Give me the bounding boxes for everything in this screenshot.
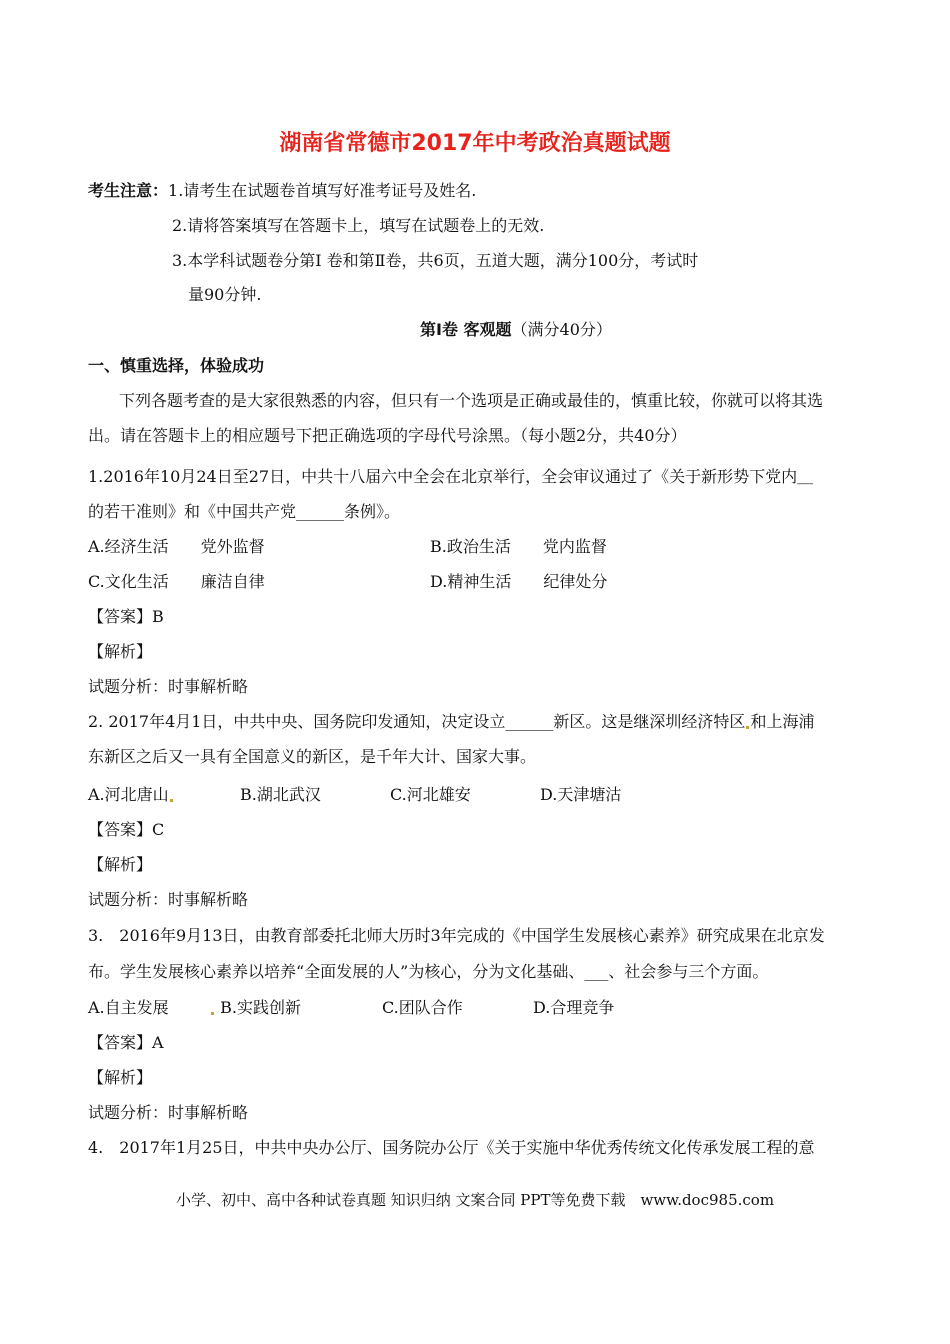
q3-option-a: A.自主发展 <box>88 998 169 1017</box>
q2-option-a-wrap <box>88 785 174 805</box>
q3-option-c: C.团队合作 <box>382 998 463 1017</box>
notice-item-1: 1.请考生在试题卷首填写好准考证号及姓名. <box>168 181 477 200</box>
q1-answer: 【答案】B <box>88 607 164 626</box>
page-footer: 小学、初中、高中各种试卷真题 知识归纳 文案合同 PPT等免费下载 www.doc985.com <box>175 1191 775 1209</box>
notice-item-2: 2.请将答案填写在答题卡上，填写在试题卷上的无效. <box>172 216 545 235</box>
notice-line-1 <box>88 181 476 201</box>
q1-option-a: A.经济生活 党外监督 <box>88 537 265 556</box>
q3-option-b: B.实践创新 <box>220 998 301 1017</box>
q2-answer: 【答案】C <box>88 820 165 839</box>
q3-stem-line2: 布。学生发展核心素养以培养“全面发展的人”为核心，分为文化基础、___、社会参与三个方面。 <box>88 962 769 981</box>
section1-intro-line2: 出。请在答题卡上的相应题号下把正确选项的字母代号涂黑。（每小题2分，共40分） <box>88 426 687 445</box>
part1-heading <box>420 320 612 340</box>
mark-dot <box>211 1012 214 1015</box>
q3-option-b-wrap <box>210 998 301 1018</box>
section1-intro-line1: 下列各题考查的是大家很熟悉的内容，但只有一个选项是正确或最佳的，慎重比较，你就可以将其选 <box>119 391 824 410</box>
q3-analysis: 试题分析：时事解析略 <box>88 1103 249 1122</box>
q1-analysis: 试题分析：时事解析略 <box>88 677 249 696</box>
mark-dot <box>746 726 749 729</box>
section1-heading: 一、慎重选择，体验成功 <box>88 356 265 375</box>
part1-heading-bold: 第Ⅰ卷 客观题 <box>420 320 512 339</box>
q4-stem-line1: 4. 2017年1月25日，中共中央办公厅、国务院办公厅《关于实施中华优秀传统文化传承发展工程的意 <box>88 1138 815 1157</box>
q3-analysis-label: 【解析】 <box>88 1068 153 1087</box>
q1-analysis-label: 【解析】 <box>88 642 153 661</box>
q2-option-c: C.河北雄安 <box>390 785 471 804</box>
q3-answer: 【答案】A <box>88 1033 164 1052</box>
q2-option-a: A.河北唐山 <box>88 785 169 804</box>
notice-label: 考生注意： <box>88 181 169 200</box>
part1-heading-score: （满分40分） <box>511 320 612 339</box>
q3-option-d: D.合理竞争 <box>533 998 615 1017</box>
notice-item-4: 量90分钟. <box>188 285 262 304</box>
q2-stem-line1-part1: 2. 2017年4月1日，中共中央、国务院印发通知，决定设立______新区。这是继深圳经济特区 <box>88 712 746 731</box>
q3-stem-line1: 3. 2016年9月13日，由教育部委托北师大历时3年完成的《中国学生发展核心素养》研究成果在北京发 <box>88 926 825 945</box>
q1-stem-line1: 1.2016年10月24日至27日，中共十八届六中全会在北京举行，全会审议通过了《关于新形势下党内＿ <box>88 467 814 486</box>
q1-option-b: B.政治生活 党内监督 <box>430 537 607 556</box>
q2-analysis-label: 【解析】 <box>88 855 153 874</box>
q1-option-c: C.文化生活 廉洁自律 <box>88 572 265 591</box>
q1-stem-line2: 的若干准则》和《中国共产党______条例》。 <box>88 502 401 521</box>
q2-option-b: B.湖北武汉 <box>240 785 321 804</box>
q1-option-d: D.精神生活 纪律处分 <box>430 572 608 591</box>
mark-dot <box>170 799 173 802</box>
q2-stem-line1 <box>88 712 814 732</box>
page-title: 湖南省常德市2017年中考政治真题试题 <box>279 131 671 156</box>
q2-stem-line2: 东新区之后又一具有全国意义的新区，是千年大计、国家大事。 <box>88 747 537 766</box>
notice-item-3: 3.本学科试题卷分第Ⅰ 卷和第Ⅱ卷，共6页，五道大题，满分100分，考试时 <box>172 251 699 270</box>
q2-option-d: D.天津塘沽 <box>540 785 622 804</box>
q2-stem-line1-part2: 和上海浦 <box>750 712 815 731</box>
q2-analysis: 试题分析：时事解析略 <box>88 890 249 909</box>
